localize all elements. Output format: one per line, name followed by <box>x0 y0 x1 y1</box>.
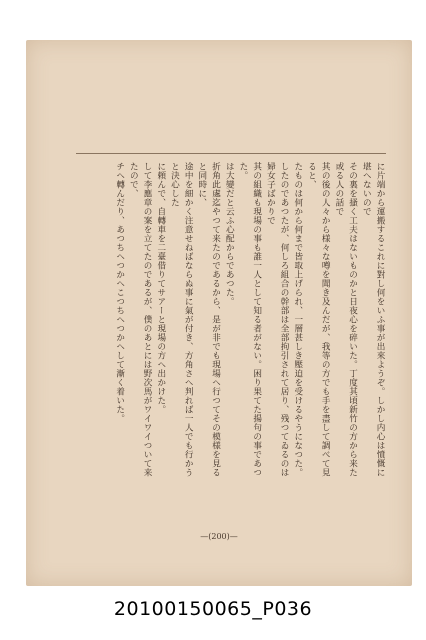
paragraph: 折角此處迄やつて来たのであるから、是が非でも現場へ行つてその模様を見ると同時に、 <box>196 162 221 477</box>
paragraph: 其の組織も現場の事も誰一人として知る者がない。困り果てた揚句の事であつた。 <box>237 162 262 477</box>
paragraph: して李應章の案を立てたのであるが、僕のあとには野次馬がワイワイついて来たので、 <box>128 162 153 477</box>
image-caption: 20100150065_P036 <box>113 598 313 620</box>
page-number: —(200)— <box>200 532 238 541</box>
paragraph: に片端から運搬するこれに對し何をいふ事が出來ようぞ。しかし内心は憤慨に堪へないので <box>361 162 385 477</box>
paragraph: したのであつたが、何しろ組合の幹部は全部拘引されて居り、残つてゐるのは婦女子ばかりで <box>265 162 290 477</box>
scanned-page <box>26 40 412 586</box>
paragraph: たものは何から何まで皆取上げられ、一層甚しき壓迫を受けるやうになつた。 <box>292 162 303 477</box>
paragraph: は大變だと云ふ心配からであつた。 <box>224 162 235 306</box>
paragraph: に頼んで、自轉車を二臺借りてサアーと現場の方へ出かけた。 <box>155 162 166 414</box>
paragraph: その裏を搔く工夫はないものかと日夜心を碎いた。丁度其頃新竹の方から来た或る人の話で <box>333 162 358 477</box>
paragraph: 途中を細かく注意せねばならぬ事に氣が付き、方角さへ判れば一人でも行かうと決心した <box>169 162 194 477</box>
header-rule <box>76 153 386 154</box>
paragraph: チへ轉んだり、あつちへつかへこつちへつかへして漸く着いた。 <box>114 162 125 423</box>
vertical-text-block <box>84 162 386 484</box>
paragraph: 其の後の人々から様々な噂を聞き及んだが、我等の方でも手を盡して調べて見ると、 <box>306 162 331 477</box>
